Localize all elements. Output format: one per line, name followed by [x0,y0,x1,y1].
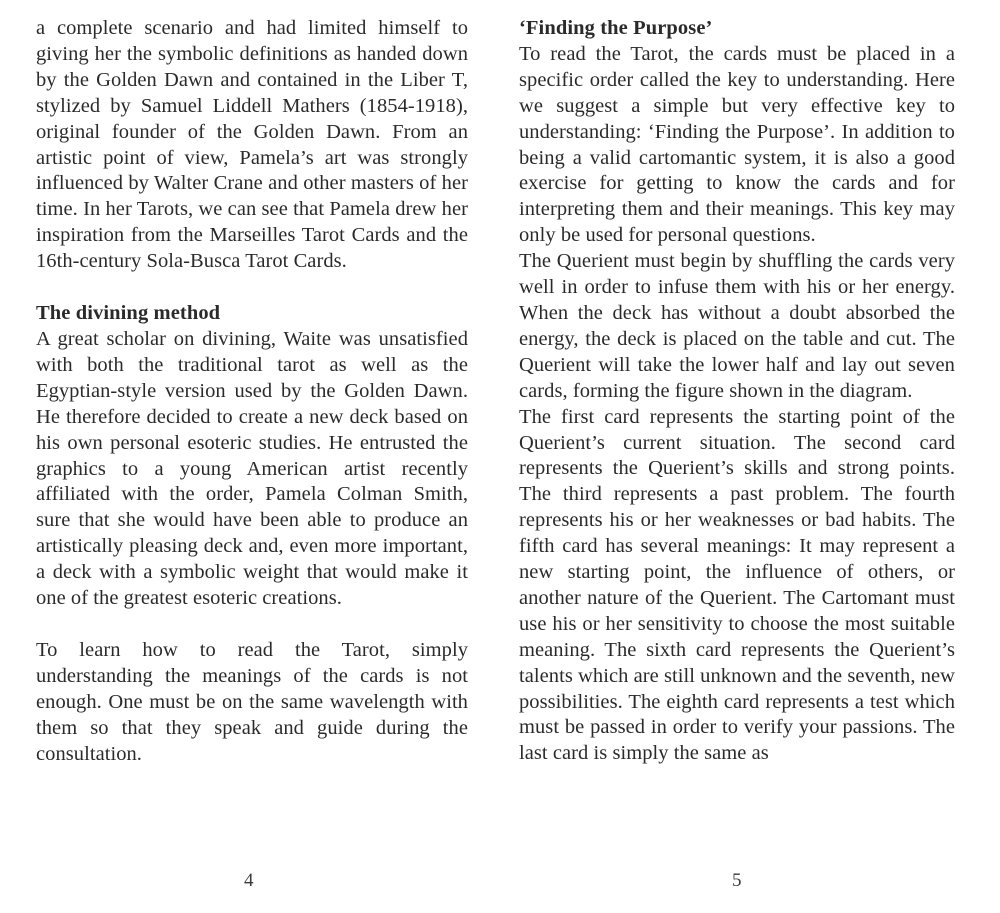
paragraph-shuffle: The Querient must begin by shuffling the cards very well in order to infuse them with his or her energy. When the deck has without a doubt absorbed the energy, the deck is placed on the table and cut. The Querient will take the lower half and lay out seven cards, forming the figure shown in the diagram. [519,250,955,402]
paragraph-learn: To learn how to read the Tarot, simply understanding the meanings of the cards is not enough. One must be on the same wavelength with them so that they speak and guide during the consultation. [36,638,468,765]
right-text-column [519,16,955,767]
right-page [519,0,955,913]
paragraph-cards: The first card represents the starting point of the Querient’s current situation. The second card represents the Querient’s skills and strong points. The third represents a past problem. The fourth represents his or her weaknesses or bad habits. The fifth card has several meanings: It may represent a new starting point, the influence of others, or another nature of the Querient. The Cartomant must use his or her sensitivity to choose the most suitable meaning. The sixth card represents the Querient’s talents which are still unknown and the seventh, new possibilities. The eighth card represents a test which must be passed in order to verify your passions. The last card is simply the same as [519,405,955,765]
paragraph-key: To read the Tarot, the cards must be placed in a specific order called the key to understanding. Here we suggest a simple but very effective key to understanding: ‘Finding the Purpose’. In addition to being a valid cartomantic system, it is also a good exercise for getting to know the cards and for interpreting them and their meanings. This key may only be used for personal questions. [519,42,955,247]
page-number-right: 5 [732,870,742,891]
left-page [36,0,468,913]
paragraph-divining: A great scholar on divining, Waite was unsatisfied with both the traditional tarot as well as the Egyptian-style version used by the Golden Dawn. He therefore decided to create a new deck based on his own personal esoteric studies. He entrusted the graphics to a young American artist recently affiliated with the order, Pamela Colman Smith, sure that she would have been able to produce an artistically pleasing deck and, even more important, a deck with a symbolic weight that would make it one of the greatest esoteric creations. [36,327,468,610]
left-text-column [36,16,468,767]
heading-divining-method: The divining method [36,302,221,325]
paragraph-intro: a complete scenario and had limited himself to giving her the symbolic definitions as handed down by the Golden Dawn and contained in the Liber T, stylized by Samuel Liddell Mathers (1854-1918), original founder of the Golden Dawn. From an artistic point of view, Pamela’s art was strongly influenced by Walter Crane and other masters of her time. In her Tarots, we can see that Pamela drew her inspiration from the Marseilles Tarot Cards and the 16th-century Sola-Busca Tarot Cards. [36,17,468,273]
page-number-left: 4 [244,870,254,891]
heading-finding-purpose: ‘Finding the Purpose’ [519,17,713,39]
